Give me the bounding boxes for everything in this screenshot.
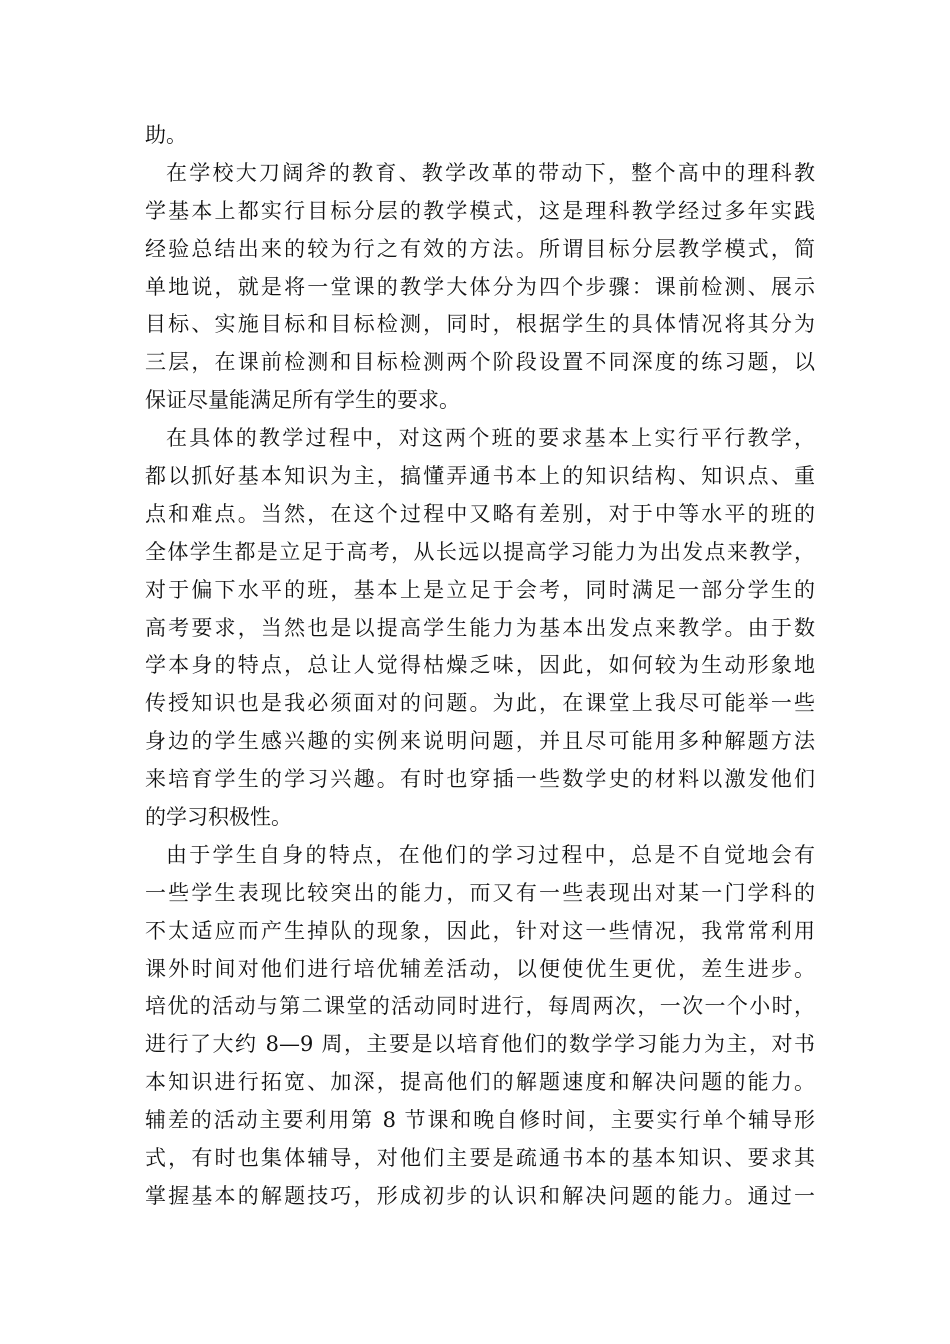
text-line: 一些学生表现比较突出的能力，而又有一些表现出对某一门学科的 bbox=[145, 880, 815, 905]
text-line: 课外时间对他们进行培优辅差活动，以便使优生更优，差生进步。 bbox=[145, 956, 815, 981]
text-line: 在学校大刀阔斧的教育、教学改革的带动下，整个高中的理科教 bbox=[166, 160, 815, 185]
text-line: 都以抓好基本知识为主，搞懂弄通书本上的知识结构、知识点、重 bbox=[145, 464, 815, 489]
text-line: 学基本上都实行目标分层的教学模式，这是理科教学经过多年实践 bbox=[145, 198, 815, 223]
text-line: 辅差的活动主要利用第 8 节课和晚自修时间，主要实行单个辅导形 bbox=[145, 1108, 815, 1133]
text-line: 本知识进行拓宽、加深，提高他们的解题速度和解决问题的能力。 bbox=[145, 1070, 815, 1095]
text-line: 目标、实施目标和目标检测，同时，根据学生的具体情况将其分为 bbox=[145, 312, 815, 337]
text-line: 不太适应而产生掉队的现象，因此，针对这一些情况，我常常利用 bbox=[145, 918, 815, 943]
text-line: 高考要求，当然也是以提高学生能力为基本出发点来教学。由于数 bbox=[145, 615, 815, 640]
text-line: 的学习积极性。 bbox=[145, 805, 292, 830]
text-line: 对于偏下水平的班，基本上是立足于会考，同时满足一部分学生的 bbox=[145, 577, 815, 602]
text-line: 经验总结出来的较为行之有效的方法。所谓目标分层教学模式，简 bbox=[145, 236, 815, 261]
text-line: 助。 bbox=[145, 123, 187, 147]
text-line: 来培育学生的学习兴趣。有时也穿插一些数学史的材料以激发他们 bbox=[145, 767, 815, 792]
text-line: 式，有时也集体辅导，对他们主要是疏通书本的基本知识、要求其 bbox=[145, 1146, 815, 1171]
text-line: 保证尽量能满足所有学生的要求。 bbox=[145, 388, 460, 413]
text-line: 由于学生自身的特点，在他们的学习过程中，总是不自觉地会有 bbox=[166, 842, 815, 867]
text-line: 在具体的教学过程中，对这两个班的要求基本上实行平行教学， bbox=[166, 426, 815, 451]
text-line: 培优的活动与第二课堂的活动同时进行，每周两次，一次一个小时， bbox=[145, 994, 815, 1019]
text-line: 学本身的特点，总让人觉得枯燥乏味，因此，如何较为生动形象地 bbox=[145, 653, 815, 678]
text-line: 全体学生都是立足于高考，从长远以提高学习能力为出发点来教学， bbox=[145, 539, 815, 564]
text-line: 掌握基本的解题技巧，形成初步的认识和解决问题的能力。通过一 bbox=[145, 1183, 815, 1208]
text-line: 传授知识也是我必须面对的问题。为此，在课堂上我尽可能举一些 bbox=[145, 691, 815, 716]
text-line: 进行了大约 8—9 周，主要是以培育他们的数学学习能力为主，对书 bbox=[145, 1032, 815, 1057]
text-line: 单地说，就是将一堂课的教学大体分为四个步骤：课前检测、展示 bbox=[145, 274, 815, 299]
body-text bbox=[145, 117, 815, 1216]
text-line: 点和难点。当然，在这个过程中又略有差别，对于中等水平的班的 bbox=[145, 501, 815, 526]
text-line: 身边的学生感兴趣的实例来说明问题，并且尽可能用多种解题方法 bbox=[145, 729, 815, 754]
text-line: 三层，在课前检测和目标检测两个阶段设置不同深度的练习题，以 bbox=[145, 350, 815, 375]
